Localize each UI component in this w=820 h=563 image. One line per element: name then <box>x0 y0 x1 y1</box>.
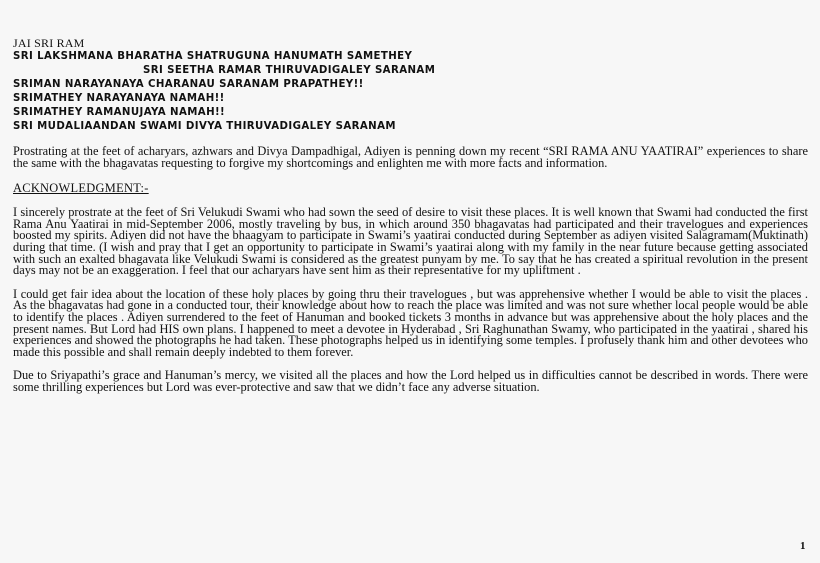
acknowledgment-paragraph-1: I sincerely prostrate at the feet of Sri Velukudi Swami who had sown the seed of desire to visit these places. It is well known that Swami had conducted the first Rama Anu Yaatirai in mid-September 2006, mostly traveling by bus, in which around 350 bhagavatas had participated and their travelogues and experiences boosted my spirits. Adiyen did not have the bhaagyam to participate in Swami’s yaatirai conducted during September as adiyen visited Salagramam(Muktinath) during that time. (I wish and pray that I get an opportunity to participate in Swami’s yaatirai along with my family in the near future because getting associated with such an exalted bhagavata like Velukudi Swami is considered as the greatest punyam by me. To say that he has created a spiritual revolution in the present days may not be an exaggeration. I feel that our acharyars have sent him as their representative for my upliftment . <box>13 205 808 278</box>
header-line-3: SRI SEETHA RAMAR THIRUVADIGALEY SARANAM <box>143 65 436 76</box>
header-line-2: SRI LAKSHMANA BHARATHA SHATRUGUNA HANUMATH SAMETHEY <box>13 51 413 62</box>
header-line-4: SRIMAN NARAYANAYA CHARANAU SARANAM PRAPATHEY!! <box>13 79 364 90</box>
acknowledgment-paragraph-2: I could get fair idea about the location of these holy places by going thru their travelogues , but was apprehensive whether I would be able to visit the places . As the bhagavatas had gone in a conducted tour, their knowledge about how to reach the place was limited and was not sure whether local people would be able to identify the places . Adiyen surrendered to the feet of Hanuman and booked tickets 3 months in advance but was apprehensive about the holy places and the present names. But Lord had HIS own plans. I happened to meet a devotee in Hyderabad , Sri Raghunathan Swamy, who participated in the yaatirai , shared his experiences and showed the photographs he had taken. These photographs helped us in identifying some temples. I profusely thank him and other devotees who made this possible and shall remain deeply indebted to them forever. <box>13 286 808 359</box>
intro-paragraph: Prostrating at the feet of acharyars, azhwars and Divya Dampadhigal, Adiyen is penning down my recent “SRI RAMA ANU YAATIRAI” experiences to share the same with the bhagavatas requesting to forgive my shortcomings and enlighten me with more facts and information. <box>13 144 808 170</box>
document-page <box>13 37 808 394</box>
acknowledgment-heading <box>13 182 808 194</box>
closing-paragraph: Due to Sriyapathi’s grace and Hanuman’s mercy, we visited all the places and how the Lord helped us in difficulties cannot be described in words. There were some thrilling experiences but Lord was ever-protective and saw that we didn’t face any adverse situation. <box>13 368 808 394</box>
page-number: 1 <box>800 540 806 552</box>
acknowledgment-title: ACKNOWLEDGMENT <box>13 181 141 196</box>
header-line-7: SRI MUDALIAANDAN SWAMI DIVYA THIRUVADIGALEY SARANAM <box>13 121 396 132</box>
header-jai-sri-ram: JAI SRI RAM <box>13 36 85 50</box>
header-line-5: SRIMATHEY NARAYANAYA NAMAH!! <box>13 93 225 104</box>
header-line-6: SRIMATHEY RAMANUJAYA NAMAH!! <box>13 107 226 118</box>
acknowledgment-suffix: :- <box>140 181 149 196</box>
